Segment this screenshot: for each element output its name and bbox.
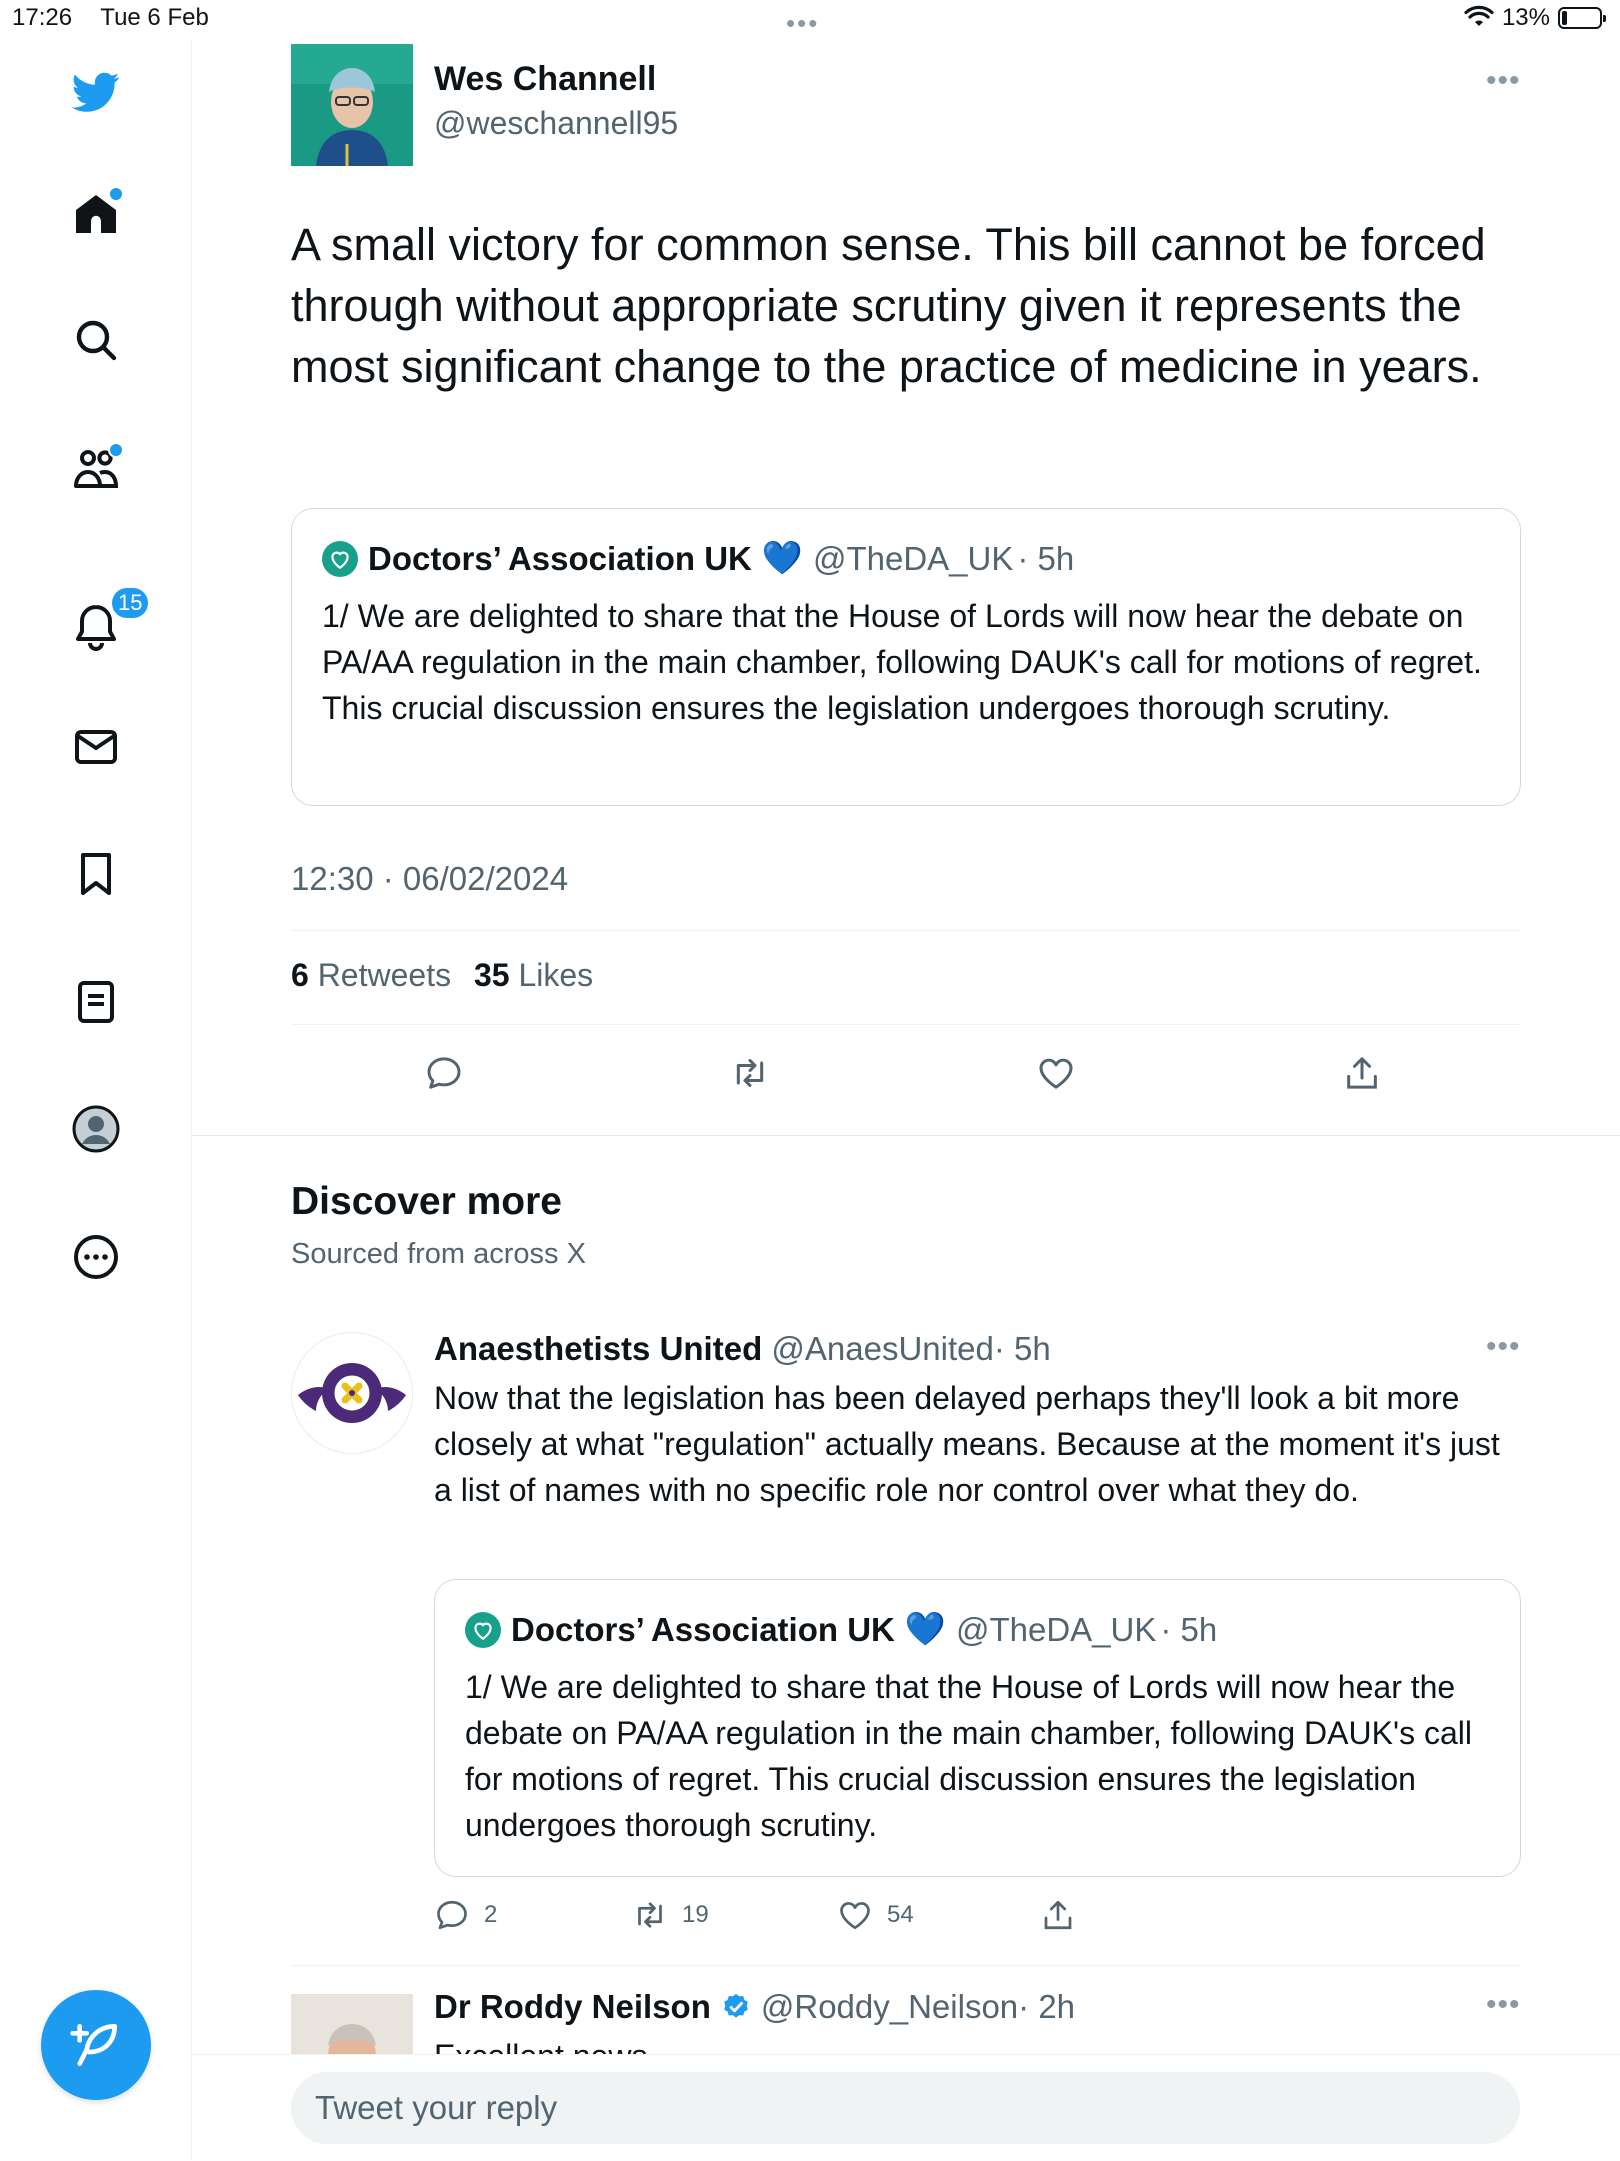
quoted-tweet-time: · 5h xyxy=(1017,539,1075,577)
likes-count[interactable]: 35 xyxy=(473,957,510,993)
tweet2-text: Now that the legislation has been delayed perhaps they'll look a bit more closely at what "regulation" actually means. Because at the moment it's just a list of names with no specific role nor control over what they do. xyxy=(434,1380,1500,1508)
quoted-author-name: Doctors’ Association UK xyxy=(368,539,752,577)
retweets-label[interactable]: Retweets xyxy=(317,957,452,993)
tweet3-more-icon[interactable]: ••• xyxy=(1486,1988,1521,2021)
status-date: Tue 6 Feb xyxy=(100,4,209,31)
tweet2-share-action[interactable] xyxy=(1040,1897,1076,1933)
lists-icon[interactable] xyxy=(66,972,126,1032)
communities-unread-dot xyxy=(108,442,124,458)
tweet3-author-handle[interactable]: @Roddy_Neilson xyxy=(760,1988,1019,2025)
section-divider xyxy=(192,1135,1620,1136)
tweet2-retweet-action[interactable] xyxy=(632,1897,709,1933)
quoted-tweet-time: · 5h xyxy=(1160,1610,1218,1648)
quoted-author-handle: @TheDA_UK xyxy=(812,539,1014,577)
retweets-count[interactable]: 6 xyxy=(291,957,309,993)
reply-icon xyxy=(434,1897,470,1933)
blue-heart-emoji: 💙 xyxy=(904,1610,946,1647)
tweet2-author-name[interactable]: Anaesthetists United xyxy=(434,1330,763,1367)
likes-label[interactable]: Likes xyxy=(518,957,594,993)
tweet2-author-handle[interactable]: @AnaesUnited xyxy=(771,1330,994,1367)
share-icon[interactable] xyxy=(1342,1053,1382,1098)
quoted-tweet-text: 1/ We are delighted to share that the House of Lords will now hear the debate on PA/AA regulation in the main chamber, following DAUK's call for motions of regret. This crucial discussion ensures the legislation undergoes thorough scrutiny. xyxy=(322,598,1482,726)
tweet2-like-action[interactable] xyxy=(837,1897,914,1933)
share-icon xyxy=(1040,1897,1076,1933)
wifi-icon xyxy=(1464,6,1494,30)
tweet2-more-icon[interactable]: ••• xyxy=(1486,1330,1521,1363)
dauk-logo-icon xyxy=(465,1612,501,1648)
discover-subtitle: Sourced from across X xyxy=(291,1238,586,1270)
like-heart-icon xyxy=(837,1897,873,1933)
status-bar-right xyxy=(1464,4,1602,32)
main-tweet-more-icon[interactable]: ••• xyxy=(1486,64,1521,97)
engagement-stats xyxy=(291,957,593,994)
tweet3-time[interactable]: · 2h xyxy=(1018,1988,1076,2025)
blue-heart-emoji: 💙 xyxy=(761,539,803,576)
tweet2-reply-action[interactable] xyxy=(434,1897,497,1933)
retweet-icon[interactable] xyxy=(730,1053,770,1098)
profile-icon[interactable] xyxy=(66,1099,126,1159)
notifications-icon[interactable] xyxy=(66,590,143,656)
tweet3-header xyxy=(434,1988,1075,2026)
battery-icon xyxy=(1558,7,1602,29)
home-unread-dot xyxy=(108,186,124,202)
more-options-icon[interactable] xyxy=(66,1227,126,1287)
communities-icon[interactable] xyxy=(66,438,126,498)
like-heart-icon[interactable] xyxy=(1036,1053,1076,1098)
tweet2-time[interactable]: · 5h xyxy=(993,1330,1051,1367)
retweet-icon xyxy=(632,1897,668,1933)
divider xyxy=(291,1024,1521,1025)
notification-count-badge: 15 xyxy=(110,586,150,620)
home-icon[interactable] xyxy=(66,184,126,244)
tweet2-reply-count: 2 xyxy=(484,1901,498,1928)
quoted-author-name: Doctors’ Association UK xyxy=(511,1610,895,1648)
divider xyxy=(291,930,1521,931)
quoted-tweet-text: 1/ We are delighted to share that the House of Lords will now hear the debate on PA/AA regulation in the main chamber, following DAUK's call for motions of regret. This crucial discussion ensures the legislation undergoes thorough scrutiny. xyxy=(465,1669,1472,1843)
dauk-logo-icon xyxy=(322,541,358,577)
bookmarks-icon[interactable] xyxy=(66,844,126,904)
tweet2-quoted-tweet[interactable] xyxy=(434,1579,1521,1877)
quoted-author-handle: @TheDA_UK xyxy=(955,1610,1157,1648)
main-tweet-author-name[interactable]: Wes Channell xyxy=(434,60,657,98)
status-time: 17:26 xyxy=(12,4,73,31)
reply-input[interactable] xyxy=(291,2072,1520,2144)
reply-placeholder: Tweet your reply xyxy=(315,2089,558,2126)
quoted-tweet-header xyxy=(322,539,1074,578)
multitasking-dots-icon[interactable]: ••• xyxy=(786,8,820,38)
main-tweet-timestamp[interactable]: 12:30 · 06/02/2024 xyxy=(291,860,569,897)
battery-percent: 13% xyxy=(1501,4,1550,31)
search-icon[interactable] xyxy=(66,310,126,370)
quoted-tweet-header xyxy=(465,1610,1217,1649)
messages-icon[interactable] xyxy=(66,717,126,777)
verified-badge-icon xyxy=(721,1992,751,2022)
discover-title: Discover more xyxy=(291,1180,562,1223)
reply-icon[interactable] xyxy=(424,1053,464,1098)
main-quoted-tweet[interactable] xyxy=(291,508,1521,806)
anaesthetists-united-avatar[interactable] xyxy=(291,1332,413,1454)
twitter-logo-icon[interactable] xyxy=(66,62,126,122)
tweet3-clip xyxy=(0,1966,1620,2054)
status-bar-left xyxy=(12,4,231,32)
tweet3-author-name[interactable]: Dr Roddy Neilson xyxy=(434,1988,711,2025)
tweet2-retweet-count: 19 xyxy=(682,1901,709,1928)
tweet2-header xyxy=(434,1330,1051,1368)
main-tweet-text: A small victory for common sense. This bill cannot be forced through without appropriate scrutiny given it represents the most significant change to the practice of medicine in years. xyxy=(291,219,1486,392)
main-tweet-author-handle[interactable]: @weschannell95 xyxy=(434,105,679,141)
sidebar xyxy=(0,40,192,2160)
tweet2-like-count: 54 xyxy=(887,1901,914,1928)
wes-channell-avatar[interactable] xyxy=(291,44,413,166)
